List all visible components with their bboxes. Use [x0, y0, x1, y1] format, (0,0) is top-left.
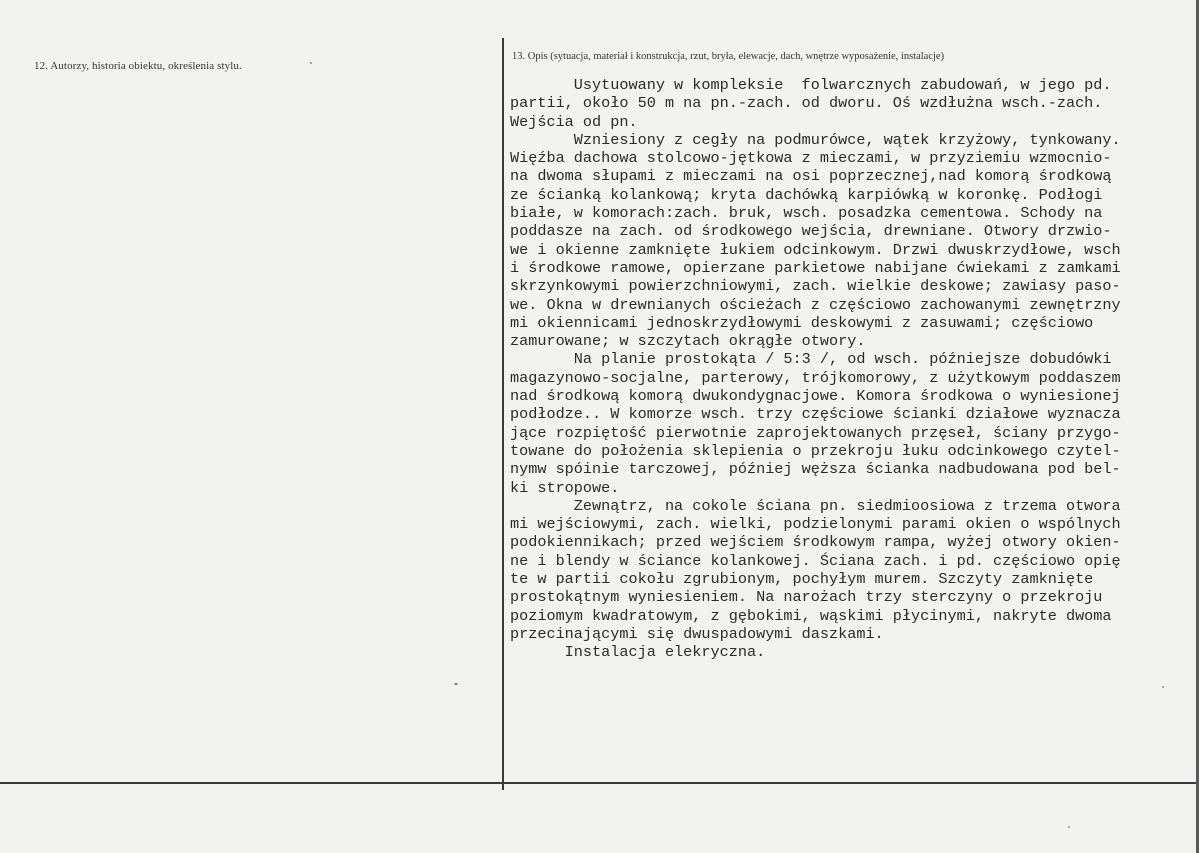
section-13-heading: 13. Opis (sytuacja, materiał i konstrukcja, rzut, bryła, elewacje, dach, wnętrze wyposażenie, instalacje)	[512, 51, 945, 62]
text-line: poziomym kwadratowym, z gębokimi, wąskimi płycinymi, nakryte dwoma	[510, 606, 1112, 625]
text-line: prostokątnym wyniesieniem. Na narożach trzy sterczyny o przekroju	[510, 588, 1103, 607]
text-line: te w partii cokołu zgrubionym, pochyłym murem. Szczyty zamknięte	[510, 570, 1094, 589]
text-line: białe, w komorach:zach. bruk, wsch. posadzka cementowa. Schody na	[510, 204, 1103, 223]
section-12-heading: 12. Autorzy, historia obiektu, określenia stylu.	[34, 60, 242, 72]
text-line: Wejścia od pn.	[510, 112, 638, 131]
text-line: i środkowe ramowe, opierzane parkietowe nabijane ćwiekami z zamkami	[510, 258, 1121, 277]
text-line: we. Okna w drewnianych ościeżach z częściowo zachowanymi zewnętrzny	[510, 295, 1121, 314]
text-line: na dwoma słupami z mieczami na osi poprzecznej,nad komorą środkową	[510, 167, 1112, 186]
text-line: Usytuowany w kompleksie folwarcznych zabudowań, w jego pd.	[510, 76, 1112, 94]
text-line: Wzniesiony z cegły na podmurówce, wątek krzyżowy, tynkowany.	[510, 130, 1121, 149]
text-line: we i okienne zamknięte łukiem odcinkowym. Drzwi dwuskrzydłowe, wsch	[510, 240, 1121, 259]
text-line: przecinającymi się dwuspadowymi daszkami.	[510, 624, 884, 643]
paper-speck	[454, 683, 458, 685]
paper-speck	[1068, 826, 1070, 828]
text-line: ki stropowe.	[510, 478, 620, 497]
text-line: partii, około 50 m na pn.-zach. od dworu. Oś wzdłużna wsch.-zach.	[510, 94, 1103, 113]
bottom-rule	[0, 782, 1199, 784]
text-line: ne i blendy w ściance kolankowej. Ściana zach. i pd. częściowo opię	[510, 551, 1121, 570]
text-line: magazynowo-socjalne, parterowy, trójkomorowy, z użytkowym poddaszem	[510, 368, 1121, 387]
text-line: zamurowane; w szczytach okrągłe otwory.	[510, 332, 866, 351]
paper-speck	[310, 62, 312, 64]
text-line: mi wejściowymi, zach. wielki, podzielonymi parami okien o wspólnych	[510, 515, 1121, 534]
text-line: podłodze.. W komorze wsch. trzy częściowe ścianki działowe wyznacza	[510, 405, 1121, 424]
paper-speck	[1162, 686, 1164, 688]
text-line: podokiennikach; przed wejściem środkowym rampa, wyżej otwory okien-	[510, 533, 1121, 552]
text-line: nad środkową komorą dwukondygnacjowe. Komora środkowa o wyniesionej	[510, 387, 1121, 406]
text-line: skrzynkowymi powierzchniowymi, zach. wielkie deskowe; zawiasy paso-	[510, 277, 1121, 296]
text-line: towane do położenia sklepienia o przekroju łuku odcinkowego czytel-	[510, 441, 1121, 460]
text-line: poddasze na zach. od środkowego wejścia, drewniane. Otwory drzwio-	[510, 222, 1112, 241]
text-line: nymw spóinie tarczowej, później węższa ścianka nadbudowana pod bel-	[510, 460, 1121, 479]
text-line: mi okiennicami jednoskrzydłowymi deskowymi z zasuwami; częściowo	[510, 313, 1094, 332]
column-divider	[502, 38, 504, 790]
text-line: Na planie prostokąta / 5:3 /, od wsch. późniejsze dobudówki	[510, 350, 1112, 369]
text-line: Zewnątrz, na cokole ściana pn. siedmioosiowa z trzema otwora	[510, 496, 1121, 515]
text-line: Instalacja elekryczna.	[510, 643, 766, 662]
text-line: jące rozpiętość pierwotnie zaprojektowanych przęseł, ściany przygo-	[510, 423, 1121, 442]
description-text	[510, 76, 1196, 662]
text-line: Więźba dachowa stolcowo-jętkowa z mieczami, w przyziemiu wzmocnio-	[510, 149, 1112, 168]
text-line: ze ścianką kolankową; kryta dachówką karpiówką w koronkę. Podłogi	[510, 185, 1103, 204]
